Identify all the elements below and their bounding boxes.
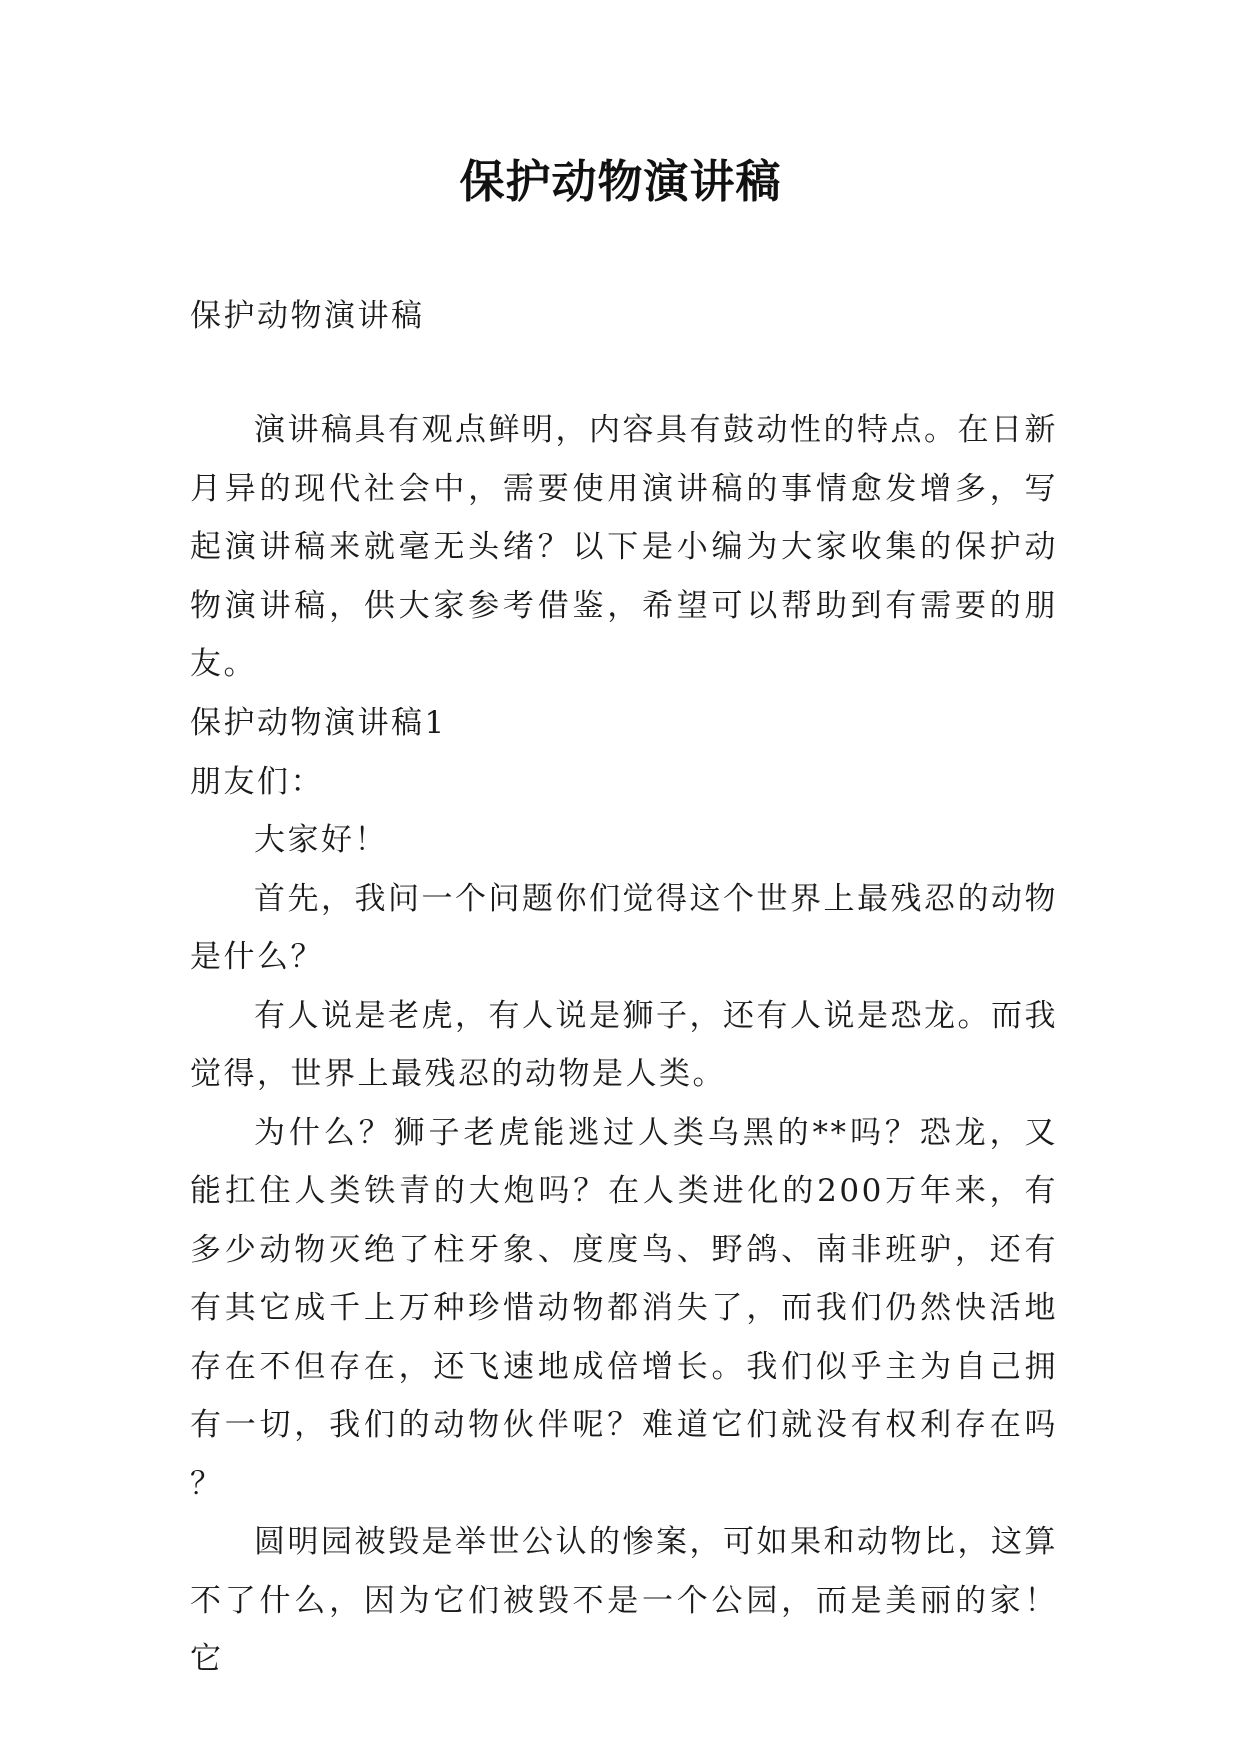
section-heading: 保护动物演讲稿1 [190,705,447,741]
salutation: 朋友们： [190,763,324,800]
speech-paragraph-answer: 有人说是老虎，有人说是狮子，还有人说是恐龙。而我觉得，世界上最残忍的动物是人类。 [190,997,1058,1092]
speech-section [190,694,1058,1689]
document-subtitle: 保护动物演讲稿 [190,298,425,334]
intro-block [190,401,1058,694]
speech-paragraph-greeting: 大家好！ [254,822,388,858]
speech-paragraph-question: 首先，我问一个问题你们觉得这个世界上最残忍的动物是什么？ [190,880,1058,975]
speech-paragraph-why: 为什么？狮子老虎能逃过人类乌黑的**吗？恐龙，又能扛住人类铁青的大炮吗？在人类进化的200万年来，有多少动物灭绝了柱牙象、度度鸟、野鸽、南非班驴，还有有其它成千上万种珍惜动物都消失了，而我们仍然快活地存在不但存在，还飞速地成倍增长。我们似乎主为自己拥有一切，我们的动物伙伴呢？难道它们就没有权利存在吗？ [190,1114,1058,1502]
intro-paragraph: 演讲稿具有观点鲜明，内容具有鼓动性的特点。在日新月异的现代社会中，需要使用演讲稿的事情愈发增多，写起演讲稿来就毫无头绪？以下是小编为大家收集的保护动物演讲稿，供大家参考借鉴，希望可以帮助到有需要的朋友。 [190,412,1058,682]
speech-paragraph-yuanmingyuan: 圆明园被毁是举世公认的惨案，可如果和动物比，这算不了什么，因为它们被毁不是一个公园，而是美丽的家！它 [190,1524,1058,1677]
document-title: 保护动物演讲稿 [459,155,782,208]
